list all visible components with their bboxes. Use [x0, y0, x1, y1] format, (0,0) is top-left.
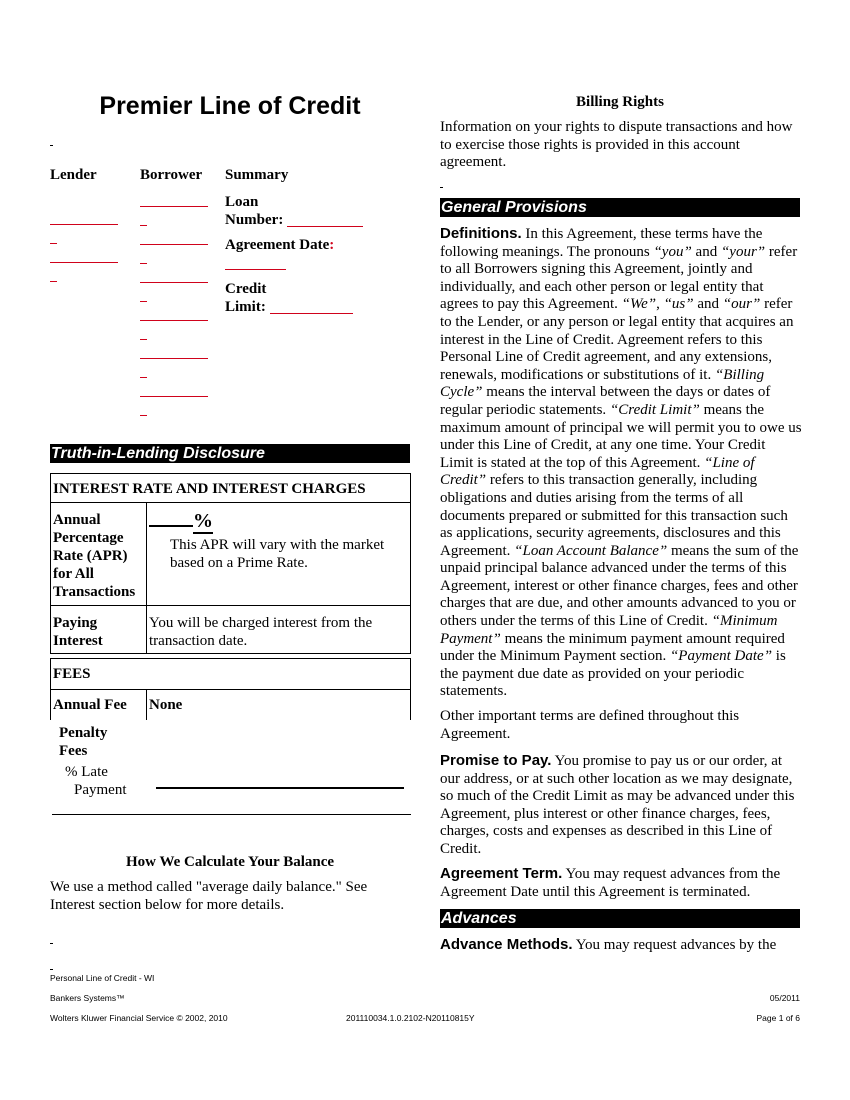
- definitions-text: refers to this transaction generally, including obligations and duties arising from the terms of all documents prepared or submitted for this transaction such as applications, security agreements, disclosures and this Agreement.: [440, 472, 788, 559]
- tila-heading: Truth-in-Lending Disclosure: [50, 444, 410, 463]
- term-payment-date: “Payment Date”: [669, 648, 773, 665]
- promise-paragraph: [440, 752, 802, 859]
- apr-text: This APR will vary with the market based on a Prime Rate.: [170, 537, 385, 571]
- interest-table: [50, 473, 411, 654]
- term-paragraph: [440, 865, 802, 901]
- footer-date: 05/2011: [769, 993, 800, 1003]
- definitions-text: refer to all Borrowers signing this Agreement, jointly and individually, and each other person or legal entity that agrees to pay this Agreement.: [440, 243, 798, 313]
- definitions-text: and: [693, 296, 723, 313]
- advance-methods-text: You may request advances by the: [572, 937, 777, 953]
- apr-cell: [147, 503, 411, 606]
- loan-number-field: Loan Number:: [225, 193, 405, 229]
- advance-methods-paragraph: [440, 936, 802, 955]
- summary-label: Summary: [225, 167, 289, 183]
- term-us: “us”: [663, 296, 694, 313]
- term-our: “our”: [722, 296, 761, 313]
- footer-copyright: Wolters Kluwer Financial Service © 2002, 2010: [50, 1013, 228, 1023]
- apr-percent: %: [193, 510, 213, 532]
- agreement-date-label: Agreement Date: [225, 237, 330, 253]
- annual-fee-label: Annual Fee: [51, 690, 147, 721]
- advance-methods-heading: Advance Methods.: [440, 936, 573, 953]
- definitions-text: refer to the Lender, or any person or legal entity that acquires an interest in the Line of Credit. Agreement refers to this Personal Line of Credit agreement, and any extensions, renewals, modifications or substitutions of it.: [440, 296, 794, 383]
- other-terms-text: Other important terms are defined throughout this Agreement.: [440, 708, 740, 742]
- penalty-fees-label: Penalty Fees: [59, 725, 108, 759]
- footer-code: 201110034.1.0.2102-N20110815Y: [346, 1013, 475, 1023]
- fees-table: [50, 658, 411, 720]
- term-credit-limit: “Credit Limit”: [609, 401, 700, 418]
- definitions-text: means the minimum payment amount required under the Minimum Payment section.: [440, 630, 785, 665]
- term-we: “We”: [621, 296, 657, 313]
- definitions-text: and: [691, 243, 721, 260]
- definitions-text: is the payment due date as provided on your periodic statements.: [440, 648, 786, 700]
- footer-form-name: Personal Line of Credit - WI: [50, 973, 155, 983]
- advances-heading: Advances: [440, 909, 800, 928]
- term-text: You may request advances from the Agreement Date until this Agreement is terminated.: [440, 866, 781, 900]
- paying-interest-text: You will be charged interest from the transaction date.: [147, 606, 411, 654]
- definitions-text: means the sum of the unpaid principal balance advanced under the terms of this Agreement, interest or other finance charges, fees and other charges that are due, and other amounts advanced to you or others under the terms of this Line of Credit.: [440, 542, 799, 630]
- fees-header: FEES: [51, 659, 411, 690]
- promise-text: You promise to pay us or our order, at our address, or at such other location as we may designate, so much of the Credit Limit as may be advanced under this Agreement, plus interest or other finance charges, fees, charges, costs and expenses as described in this Line of Credit.: [440, 753, 795, 857]
- term-line-of-credit: “Line of Credit”: [440, 454, 755, 489]
- lender-blanks[interactable]: [50, 212, 118, 288]
- agreement-date-field: [225, 236, 405, 272]
- definitions-heading: Definitions.: [440, 225, 522, 242]
- lender-label: Lender: [50, 167, 97, 183]
- borrower-blanks[interactable]: [140, 194, 208, 422]
- promise-heading: Promise to Pay.: [440, 752, 552, 769]
- billing-text: Information on your rights to dispute transactions and how to exercise those rights is provided in this account agreement.: [440, 119, 793, 171]
- footer-company: Bankers Systems™: [50, 993, 125, 1003]
- borrower-label: Borrower: [140, 167, 203, 183]
- fees-bottom-rule: [52, 814, 411, 815]
- annual-fee-value: None: [147, 690, 411, 721]
- divider-mark-4: [50, 969, 53, 970]
- divider-mark: [50, 145, 53, 146]
- definitions-text: means the interval between the days or dates of regular periodic statements.: [440, 384, 771, 418]
- credit-limit-field: Credit Limit:: [225, 280, 405, 316]
- interest-header: INTEREST RATE AND INTEREST CHARGES: [51, 474, 411, 503]
- late-payment-label: % Late Payment: [65, 764, 127, 798]
- general-provisions-heading: General Provisions: [440, 198, 800, 217]
- term-billing-cycle: “Billing Cycle”: [440, 366, 765, 401]
- term-your: “your”: [720, 243, 766, 260]
- divider-mark-3: [440, 187, 443, 188]
- paying-interest-label: Paying Interest: [51, 606, 147, 654]
- definitions-paragraph: [440, 225, 802, 701]
- late-payment-blank[interactable]: [156, 787, 404, 789]
- term-heading: Agreement Term.: [440, 865, 563, 882]
- definitions-text: ,: [656, 296, 664, 313]
- definitions-text: means the maximum amount of principal we will permit you to owe us under this Line of Credit, at any one time. Your Credit Limit is stated at the top of this Agreement.: [440, 401, 802, 471]
- billing-heading: Billing Rights: [576, 94, 664, 110]
- agreement-date-colon: :: [329, 237, 335, 253]
- divider-mark-2: [50, 943, 53, 944]
- footer-page-number: Page 1 of 6: [756, 1013, 800, 1023]
- balance-heading: How We Calculate Your Balance: [125, 854, 335, 870]
- apr-label: Annual Percentage Rate (APR) for All Transactions: [51, 503, 147, 606]
- term-you: “you”: [653, 243, 692, 260]
- page-title: Premier Line of Credit: [99, 92, 361, 120]
- term-loan-account-balance: “Loan Account Balance”: [514, 542, 668, 559]
- balance-text: We use a method called "average daily balance." See Interest section below for more details.: [50, 879, 368, 913]
- term-minimum-payment: “Minimum Payment”: [440, 613, 778, 647]
- definitions-text: In this Agreement, these terms have the following meanings. The pronouns: [440, 226, 763, 260]
